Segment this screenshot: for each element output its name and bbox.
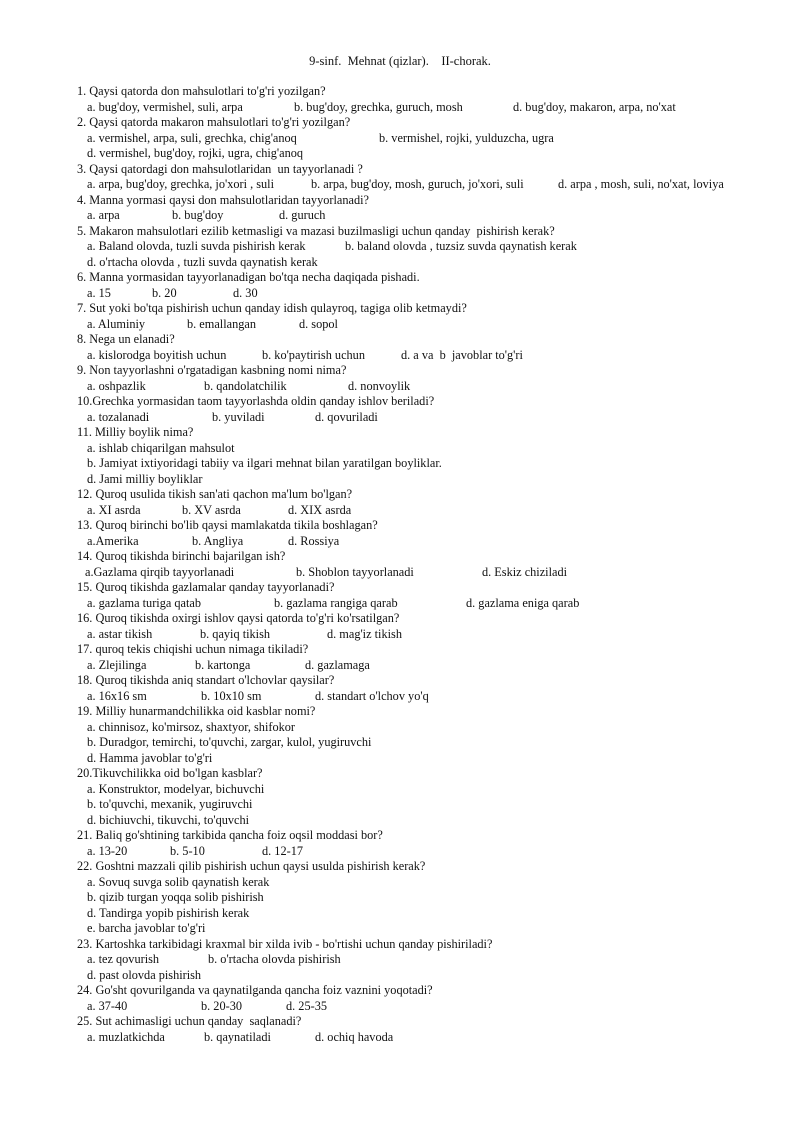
answer-option: b. to'quvchi, mexanik, yugiruvchi: [87, 797, 253, 811]
question-11: [77, 425, 777, 487]
question-text: 24. Go'sht qovurilganda va qaynatilganda qancha foiz vaznini yoqotadi?: [77, 983, 433, 997]
answer-options-line: [77, 286, 777, 302]
answer-options-line: [77, 348, 777, 364]
answer-option: d. bichiuvchi, tikuvchi, to'quvchi: [87, 812, 250, 827]
question-25: [77, 1014, 777, 1045]
answer-option: d. 30: [233, 285, 258, 300]
question-10: [77, 394, 777, 425]
question-8: [77, 332, 777, 363]
question-3: [77, 162, 777, 193]
question-text: 8. Nega un elanadi?: [77, 332, 175, 346]
question-text: 21. Baliq go'shtining tarkibida qancha foiz oqsil moddasi bor?: [77, 828, 383, 842]
question-4: [77, 193, 777, 224]
question-24: [77, 983, 777, 1014]
answer-options-line: [77, 906, 777, 922]
question-text: 25. Sut achimasligi uchun qanday saqlanadi?: [77, 1014, 302, 1028]
answer-options-line: [77, 534, 777, 550]
answer-option: d. gazlamaga: [305, 657, 370, 672]
answer-option: a.Amerika: [87, 533, 139, 548]
answer-option: b. ko'paytirish uchun: [262, 347, 365, 362]
question-23: [77, 937, 777, 984]
answer-options-line: [77, 689, 777, 705]
answer-option: d. a va b javoblar to'g'ri: [401, 347, 523, 362]
answer-option: a. vermishel, arpa, suli, grechka, chig'anoq: [87, 130, 297, 145]
answer-option: b. o'rtacha olovda pishirish: [208, 952, 341, 966]
answer-option: b. yuviladi: [212, 409, 265, 424]
answer-option: a. gazlama turiga qatab: [87, 595, 202, 610]
answer-options-line: [77, 565, 777, 581]
answer-option: d. 25-35: [286, 998, 327, 1013]
answer-option: d. Tandirga yopib pishirish kerak: [87, 905, 250, 920]
answer-option: a. astar tikish: [87, 626, 153, 641]
answer-option: d. qovuriladi: [315, 409, 378, 424]
answer-option: a. XI asrda: [87, 502, 141, 517]
answer-options-line: [77, 100, 777, 116]
question-text: 20.Tikuvchilikka oid bo'lgan kasblar?: [77, 766, 263, 780]
question-text: 13. Quroq birinchi bo'lib qaysi mamlakatda tikila boshlagan?: [77, 518, 378, 532]
answer-options-line: [77, 813, 777, 829]
answer-option: b. baland olovda , tuzsiz suvda qaynatish kerak: [345, 239, 577, 253]
question-text: 10.Grechka yormasidan taom tayyorlashda oldin qanday ishlov beriladi?: [77, 394, 435, 408]
question-text: 22. Goshtni mazzali qilib pishirish uchun qaysi usulda pishirish kerak?: [77, 859, 426, 873]
answer-option: d. bug'doy, makaron, arpa, no'xat: [513, 99, 676, 114]
answer-option: d. XIX asrda: [288, 502, 352, 517]
question-14: [77, 549, 777, 580]
answer-option: a. chinnisoz, ko'mirsoz, shaxtyor, shifokor: [87, 719, 296, 734]
answer-options-line: [77, 177, 777, 193]
answer-option: d. sopol: [299, 316, 338, 331]
answer-option: a. muzlatkichda: [87, 1029, 165, 1044]
answer-option: a. arpa, bug'doy, grechka, jo'xori , suli: [87, 177, 275, 191]
question-12: [77, 487, 777, 518]
answer-option: a. 16x16 sm: [87, 688, 147, 703]
answer-option: d. standart o'lchov yo'q: [315, 688, 429, 703]
answer-options-line: [77, 921, 777, 937]
answer-option: d. mag'iz tikish: [327, 626, 402, 641]
answer-option: d. ochiq havoda: [315, 1029, 394, 1044]
answer-options-line: [77, 131, 777, 147]
question-21: [77, 828, 777, 859]
answer-option: b. vermishel, rojki, yulduzcha, ugra: [379, 130, 554, 145]
answer-option: a. Aluminiy: [87, 316, 146, 331]
answer-option: d. nonvoylik: [348, 378, 411, 393]
answer-option: e. barcha javoblar to'g'ri: [87, 921, 206, 935]
question-text: 6. Manna yormasidan tayyorlanadigan bo'tqa necha daqiqada pishadi.: [77, 270, 420, 284]
question-text: 3. Qaysi qatordagi don mahsulotlaridan un tayyorlanadi ?: [77, 161, 363, 176]
answer-options-line: [77, 239, 777, 255]
answer-options-line: [77, 735, 777, 751]
answer-option: a. bug'doy, vermishel, suli, arpa: [87, 99, 243, 114]
answer-option: a. oshpazlik: [87, 378, 146, 393]
answer-options-line: [77, 255, 777, 271]
question-text: 16. Quroq tikishda oxirgi ishlov qaysi qatorda to'g'ri ko'rsatilgan?: [77, 611, 400, 625]
question-20: [77, 766, 777, 828]
question-text: 12. Quroq usulida tikish san'ati qachon ma'lum bo'lgan?: [77, 487, 353, 501]
question-text: 5. Makaron mahsulotlari ezilib ketmasligi va mazasi buzilmasligi uchun qanday pishirish kerak?: [77, 223, 555, 238]
question-15: [77, 580, 777, 611]
answer-option: b. 5-10: [170, 843, 205, 858]
answer-option: d. Jami milliy boyliklar: [87, 471, 203, 486]
answer-option: b. bug'doy, grechka, guruch, mosh: [294, 99, 463, 114]
answer-option: a. kislorodga boyitish uchun: [87, 347, 227, 362]
answer-options-line: [77, 627, 777, 643]
answer-options-line: [77, 782, 777, 798]
answer-option: b. gazlama rangiga qarab: [274, 595, 398, 610]
question-18: [77, 673, 777, 704]
question-text: 4. Manna yormasi qaysi don mahsulotlaridan tayyorlanadi?: [77, 192, 369, 207]
answer-options-line: [77, 146, 777, 162]
answer-option: a. 37-40: [87, 998, 128, 1013]
answer-option: d. arpa , mosh, suli, no'xat, loviya: [558, 177, 724, 191]
answer-option: a. 13-20: [87, 843, 128, 858]
answer-option: b. 10x10 sm: [201, 688, 262, 703]
answer-option: d. vermishel, bug'doy, rojki, ugra, chig'anoq: [87, 146, 304, 160]
question-16: [77, 611, 777, 642]
question-text: 7. Sut yoki bo'tqa pishirish uchun qanday idish qulayroq, tagiga olib ketmaydi?: [77, 301, 467, 315]
answer-option: d. Eskiz chiziladi: [482, 564, 568, 579]
answer-option: b. bug'doy: [172, 208, 224, 222]
answer-options-line: [77, 596, 777, 612]
answer-options-line: [77, 503, 777, 519]
answer-option: a. ishlab chiqarilgan mahsulot: [87, 440, 235, 455]
answer-option: b. Angliya: [192, 533, 244, 548]
question-9: [77, 363, 777, 394]
answer-options-line: [77, 968, 777, 984]
question-text: 18. Quroq tikishda aniq standart o'lchovlar qaysilar?: [77, 673, 335, 687]
question-1: [77, 84, 777, 115]
answer-option: d. o'rtacha olovda , tuzli suvda qaynatish kerak: [87, 254, 318, 269]
answer-option: a. tozalanadi: [87, 409, 150, 424]
answer-option: b. Duradgor, temirchi, to'quvchi, zargar, kulol, yugiruvchi: [87, 735, 372, 749]
question-text: 9. Non tayyorlashni o'rgatadigan kasbning nomi nima?: [77, 363, 347, 377]
answer-options-line: [77, 456, 777, 472]
answer-option: b. 20-30: [201, 998, 242, 1013]
answer-options-line: [77, 875, 777, 891]
answer-options-line: [77, 658, 777, 674]
answer-options-line: [77, 797, 777, 813]
answer-options-line: [77, 720, 777, 736]
answer-option: b. qizib turgan yoqqa solib pishirish: [87, 890, 264, 904]
answer-options-line: [77, 751, 777, 767]
answer-options-line: [77, 410, 777, 426]
answer-option: a.Gazlama qirqib tayyorlanadi: [85, 564, 235, 579]
answer-option: d. Hamma javoblar to'g'ri: [87, 750, 213, 765]
answer-options-line: [77, 952, 777, 968]
answer-options-line: [77, 379, 777, 395]
answer-option: b. arpa, bug'doy, mosh, guruch, jo'xori, suli: [311, 177, 524, 191]
answer-option: d. 12-17: [262, 843, 303, 858]
question-17: [77, 642, 777, 673]
answer-option: b. qandolatchilik: [204, 378, 287, 393]
question-22: [77, 859, 777, 937]
question-text: 17. quroq tekis chiqishi uchun nimaga tikiladi?: [77, 642, 309, 656]
question-text: 11. Milliy boylik nima?: [77, 425, 194, 439]
answer-options-line: [77, 844, 777, 860]
answer-option: b. Shoblon tayyorlanadi: [296, 564, 414, 579]
answer-options-line: [77, 999, 777, 1015]
question-text: 2. Qaysi qatorda makaron mahsulotlari to'g'ri yozilgan?: [77, 115, 351, 129]
question-text: 15. Quroq tikishda gazlamalar qanday tayyorlanadi?: [77, 580, 335, 594]
answer-option: b. kartonga: [195, 657, 251, 672]
answer-option: a. Zlejilinga: [87, 657, 147, 672]
answer-option: a. Baland olovda, tuzli suvda pishirish kerak: [87, 239, 306, 253]
answer-options-line: [77, 1030, 777, 1046]
answer-option: a. 15: [87, 285, 111, 300]
question-text: 1. Qaysi qatorda don mahsulotlari to'g'ri yozilgan?: [77, 84, 326, 98]
answer-option: a. Sovuq suvga solib qaynatish kerak: [87, 874, 270, 889]
answer-options-line: [77, 317, 777, 333]
answer-options-line: [77, 890, 777, 906]
question-2: [77, 115, 777, 162]
page-title: 9-sinf. Mehnat (qizlar). II-chorak.: [309, 54, 491, 68]
answer-options-line: [77, 208, 777, 224]
answer-options-line: [77, 441, 777, 457]
answer-option: d. past olovda pishirish: [87, 967, 202, 982]
question-text: 19. Milliy hunarmandchilikka oid kasblar nomi?: [77, 704, 316, 718]
question-list: [77, 84, 777, 1045]
answer-option: d. gazlama eniga qarab: [466, 595, 580, 610]
answer-option: b. Jamiyat ixtiyoridagi tabiiy va ilgari mehnat bilan yaratilgan boyliklar.: [87, 456, 442, 470]
question-text: 14. Quroq tikishda birinchi bajarilgan ish?: [77, 549, 286, 563]
answer-option: b. XV asrda: [182, 502, 241, 517]
answer-option: a. arpa: [87, 208, 120, 222]
answer-option: a. tez qovurish: [87, 952, 160, 966]
question-13: [77, 518, 777, 549]
answer-option: d. Rossiya: [288, 533, 340, 548]
answer-option: b. qaynatiladi: [204, 1029, 271, 1044]
question-7: [77, 301, 777, 332]
question-text: 23. Kartoshka tarkibidagi kraxmal bir xilda ivib - bo'rtishi uchun qanday pishiriladi?: [77, 936, 493, 951]
answer-option: a. Konstruktor, modelyar, bichuvchi: [87, 781, 265, 796]
answer-options-line: [77, 472, 777, 488]
answer-option: d. guruch: [279, 208, 326, 222]
question-5: [77, 224, 777, 271]
answer-option: b. emallangan: [187, 316, 256, 331]
question-19: [77, 704, 777, 766]
answer-option: b. qayiq tikish: [200, 626, 271, 641]
answer-option: b. 20: [152, 285, 177, 300]
question-6: [77, 270, 777, 301]
